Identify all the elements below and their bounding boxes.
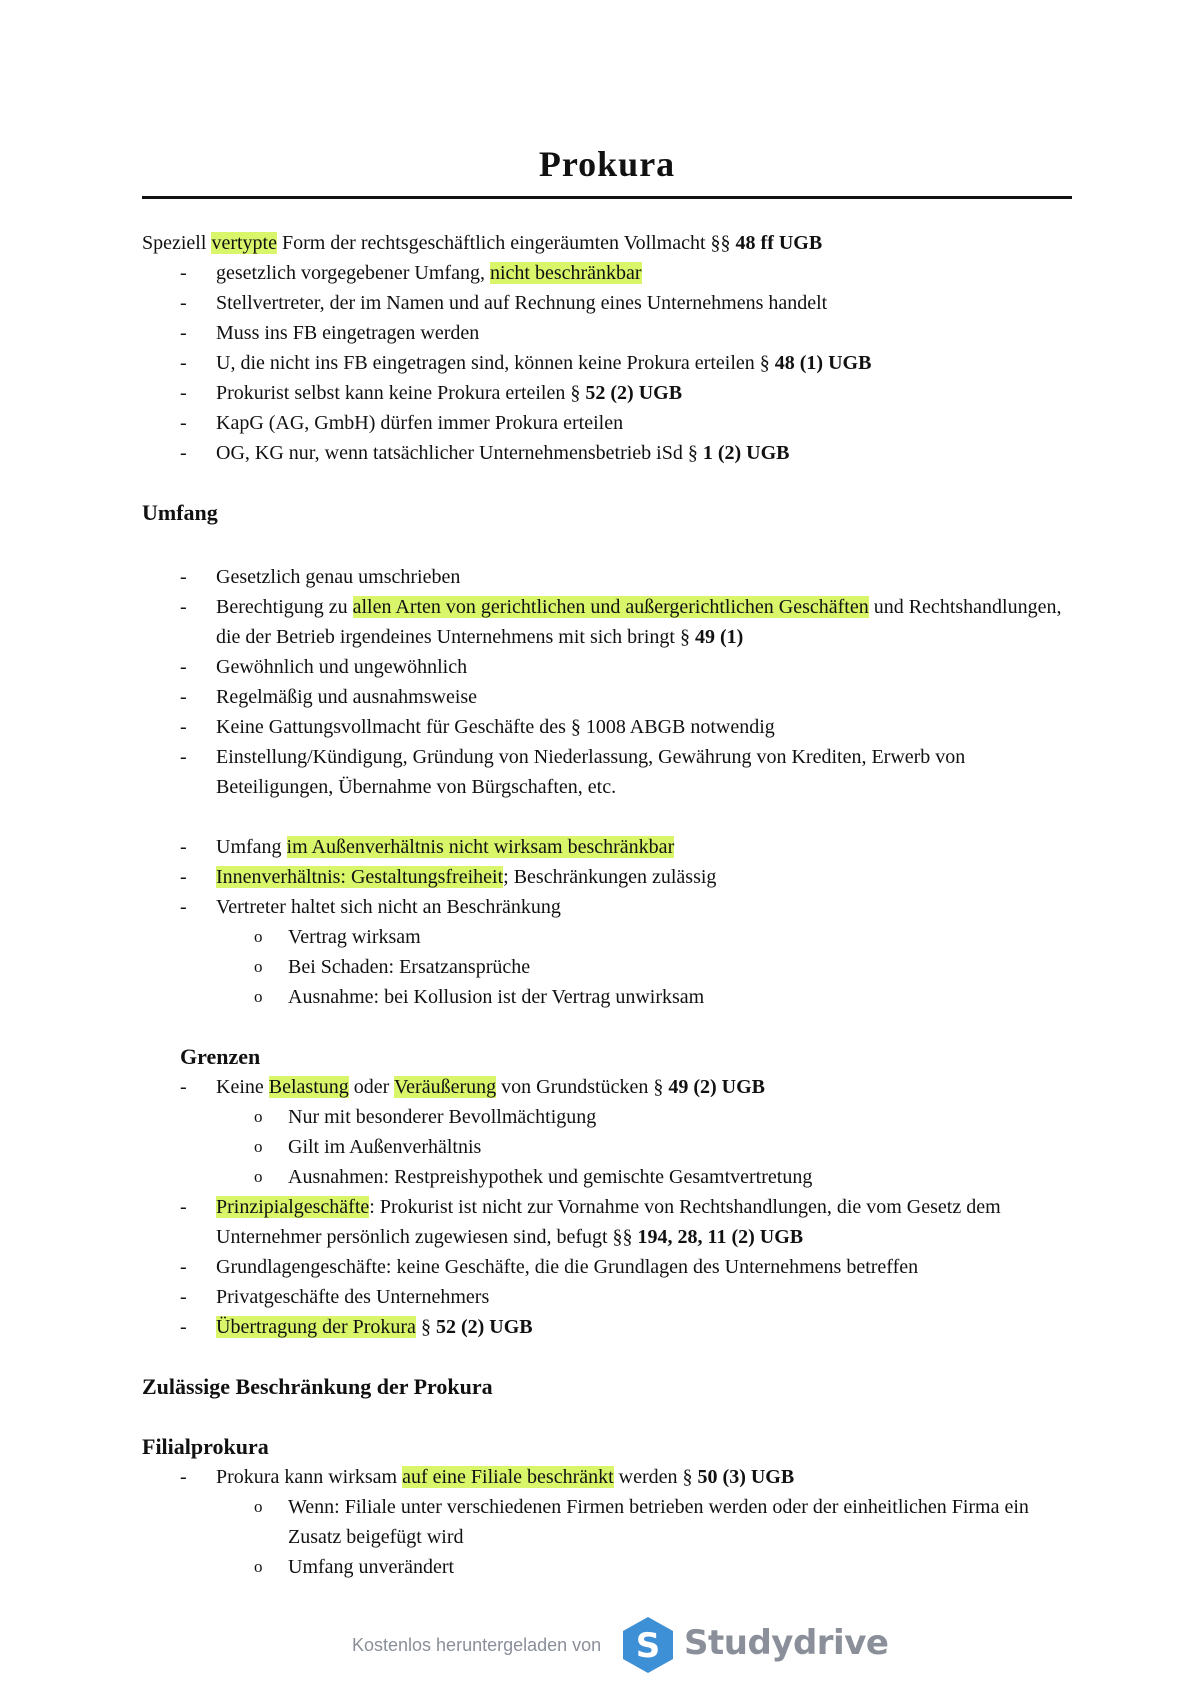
list-item xyxy=(142,1192,1072,1252)
text-run: ; Beschränkungen zulässig xyxy=(503,866,717,888)
text-run: von Grundstücken § xyxy=(496,1076,669,1098)
bold-reference: 49 (2) UGB xyxy=(668,1076,766,1098)
text-run: Muss ins FB eingetragen werden xyxy=(216,322,480,344)
sub-list-item: o Bei Schaden: Ersatzansprüche xyxy=(142,952,1072,982)
umfang-list-a xyxy=(142,562,1072,802)
bold-reference: 194, 28, 11 (2) UGB xyxy=(637,1226,804,1248)
highlighted-text: auf eine Filiale beschränkt xyxy=(402,1466,614,1488)
text-run: Grundlagengeschäfte: keine Geschäfte, die die Grundlagen des Unternehmens betreffen xyxy=(216,1256,919,1278)
highlighted-text: vertypte xyxy=(211,232,277,254)
bold-reference: 1 (2) UGB xyxy=(702,442,790,464)
list-item xyxy=(142,832,1072,862)
list-item xyxy=(142,562,1072,592)
studydrive-logo-icon xyxy=(620,1615,676,1675)
list-item xyxy=(142,1072,1072,1102)
highlighted-text: Übertragung der Prokura xyxy=(216,1316,416,1338)
text-run: Stellvertreter, der im Namen und auf Rechnung eines Unternehmens handelt xyxy=(216,292,828,314)
list-item xyxy=(142,288,1072,318)
text-run: : Prokurist ist nicht zur Vornahme von Rechtshandlungen, die vom Gesetz dem Unternehmer persönlich zugewiesen sind, befugt §§ xyxy=(216,1196,1001,1248)
text-run: Privatgeschäfte des Unternehmers xyxy=(216,1286,490,1308)
list-item xyxy=(142,258,1072,288)
bold-reference: 48 ff UGB xyxy=(735,232,823,254)
text-run: Prokura kann wirksam xyxy=(216,1466,403,1488)
text-run: Form der rechtsgeschäftlich eingeräumten Vollmacht §§ xyxy=(276,232,736,254)
list-item xyxy=(142,348,1072,378)
sub-list-item: o Nur mit besonderer Bevollmächtigung xyxy=(142,1102,1072,1132)
sub-list-item: o Umfang unverändert xyxy=(142,1552,1072,1582)
umfang-sub-list xyxy=(142,922,1072,1012)
list-item xyxy=(142,742,1072,802)
list-item xyxy=(142,592,1072,652)
sub-list-item: o Ausnahme: bei Kollusion ist der Vertrag unwirksam xyxy=(142,982,1072,1012)
highlighted-text: Prinzipialgeschäfte xyxy=(216,1196,370,1218)
text-run: Keine Gattungsvollmacht für Geschäfte des § 1008 ABGB notwendig xyxy=(216,716,775,738)
heading-umfang: Umfang xyxy=(142,500,218,525)
text-run: Regelmäßig und ausnahmsweise xyxy=(216,686,478,708)
text-run: Gewöhnlich und ungewöhnlich xyxy=(216,656,468,678)
bold-reference: 49 (1) xyxy=(694,626,744,648)
text-run: Prokurist selbst kann keine Prokura erteilen § xyxy=(216,382,586,404)
list-item xyxy=(142,892,1072,922)
heading-grenzen: Grenzen xyxy=(180,1044,261,1069)
text-run: Gesetzlich genau umschrieben xyxy=(216,566,461,588)
sub-list-item: o Gilt im Außenverhältnis xyxy=(142,1132,1072,1162)
highlighted-text: Innenverhältnis: Gestaltungsfreiheit xyxy=(216,866,504,888)
text-run: oder xyxy=(348,1076,394,1098)
text-run: Keine xyxy=(216,1076,269,1098)
footer-download-text: Kostenlos heruntergeladen von xyxy=(352,1635,602,1655)
text-run: Speziell xyxy=(142,232,212,254)
text-run: Berechtigung zu xyxy=(216,596,353,618)
text-run: OG, KG nur, wenn tatsächlicher Unternehmensbetrieb iSd § xyxy=(216,442,703,464)
list-item xyxy=(142,652,1072,682)
intro-line xyxy=(142,228,1072,258)
list-item xyxy=(142,438,1072,468)
bold-reference: 52 (2) UGB xyxy=(435,1316,533,1338)
grenzen-sub-list xyxy=(142,1102,1072,1192)
list-item xyxy=(142,408,1072,438)
list-item xyxy=(142,1462,1072,1492)
text-run: § xyxy=(415,1316,436,1338)
highlighted-text: Belastung xyxy=(268,1076,349,1098)
list-item xyxy=(142,1252,1072,1282)
svg-text:S: S xyxy=(635,1626,661,1666)
grenzen-list-rest xyxy=(142,1192,1072,1342)
page-title: Prokura xyxy=(538,144,676,184)
text-run: werden § xyxy=(613,1466,698,1488)
text-run: gesetzlich vorgegebener Umfang, xyxy=(216,262,490,284)
text-run: Vertreter haltet sich nicht an Beschränkung xyxy=(216,896,561,918)
grenzen-list-1 xyxy=(142,1072,1072,1102)
intro-list xyxy=(142,258,1072,468)
title-rule xyxy=(142,196,1072,199)
text-run: KapG (AG, GmbH) dürfen immer Prokura erteilen xyxy=(216,412,624,434)
sub-list-item: o Ausnahmen: Restpreishypothek und gemischte Gesamtvertretung xyxy=(142,1162,1072,1192)
sub-list-item: o Vertrag wirksam xyxy=(142,922,1072,952)
studydrive-footer xyxy=(352,1615,889,1675)
list-item xyxy=(142,378,1072,408)
umfang-list-b xyxy=(142,832,1072,922)
heading-filialprokura: Filialprokura xyxy=(142,1434,269,1459)
text-run: U, die nicht ins FB eingetragen sind, können keine Prokura erteilen § xyxy=(216,352,775,374)
filial-list xyxy=(142,1462,1072,1492)
highlighted-text: im Außenverhältnis nicht wirksam beschränkbar xyxy=(286,836,675,858)
list-item xyxy=(142,1312,1072,1342)
filial-sub-list xyxy=(142,1492,1072,1582)
highlighted-text: Veräußerung xyxy=(393,1076,497,1098)
list-item xyxy=(142,318,1072,348)
bold-reference: 48 (1) UGB xyxy=(774,352,872,374)
heading-zulaessig: Zulässige Beschränkung der Prokura xyxy=(142,1374,493,1399)
bold-reference: 52 (2) UGB xyxy=(585,382,683,404)
document-body xyxy=(142,228,1072,1582)
list-item xyxy=(142,712,1072,742)
list-item xyxy=(142,682,1072,712)
text-run: Einstellung/Kündigung, Gründung von Niederlassung, Gewährung von Krediten, Erwerb von Beteiligungen, Übernahme von Bürgschaften, etc. xyxy=(216,746,966,798)
sub-list-item: o Wenn: Filiale unter verschiedenen Firmen betrieben werden oder der einheitlichen Firma ein Zusatz beigefügt wird xyxy=(142,1492,1072,1552)
list-item xyxy=(142,1282,1072,1312)
studydrive-brand: Studydrive xyxy=(684,1623,889,1663)
bold-reference: 50 (3) UGB xyxy=(697,1466,795,1488)
highlighted-text: allen Arten von gerichtlichen und außergerichtlichen Geschäften xyxy=(352,596,869,618)
text-run: Umfang xyxy=(216,836,287,858)
list-item xyxy=(142,862,1072,892)
highlighted-text: nicht beschränkbar xyxy=(489,262,642,284)
text-run: und Rechtshandlungen, die der Betrieb irgendeines Unternehmens mit sich bringt § xyxy=(216,596,1062,648)
